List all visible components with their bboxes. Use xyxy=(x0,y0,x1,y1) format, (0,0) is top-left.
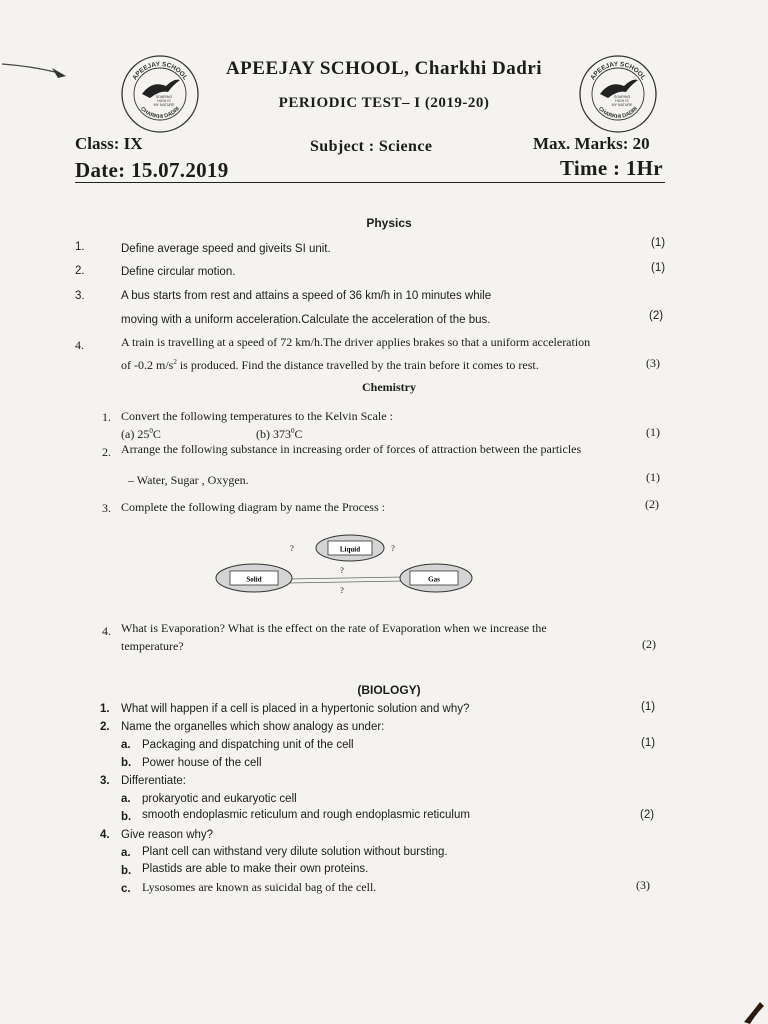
question-text: Name the organelles which show analogy as under: xyxy=(121,721,385,733)
question-number: 2. xyxy=(100,721,110,733)
sub-label: a. xyxy=(121,847,131,859)
sub-label: a. xyxy=(121,793,131,805)
question-text: Arrange the following substance in increasing order of forces of attraction between the particles xyxy=(121,442,582,456)
connector-line xyxy=(288,581,404,583)
question-number: 4. xyxy=(102,624,111,638)
sub-label: c. xyxy=(121,883,131,895)
svg-text:HIGH IS: HIGH IS xyxy=(157,99,171,103)
chemistry-heading: Chemistry xyxy=(362,380,416,394)
question-marks: (1) xyxy=(646,425,660,439)
question-number: 4. xyxy=(100,829,110,841)
question-marks: (1) xyxy=(651,237,666,249)
svg-text:SOARING: SOARING xyxy=(613,95,631,99)
liquid-node xyxy=(316,535,384,561)
svg-text:MY NATURE: MY NATURE xyxy=(153,103,175,107)
header-rule xyxy=(75,182,665,183)
question-text: A train is travelling at a speed of 72 km/h.The driver applies brakes so that a uniform acceleration xyxy=(121,335,591,349)
question-text: Convert the following temperatures to the Kelvin Scale : xyxy=(121,409,393,423)
question-number: 2. xyxy=(102,445,111,459)
question-text: – Water, Sugar , Oxygen. xyxy=(128,473,249,487)
sub-label: b. xyxy=(121,757,132,769)
logo-top-text: APEEJAY SCHOOL xyxy=(589,60,647,82)
svg-text:HIGH IS: HIGH IS xyxy=(615,99,629,103)
class-label: Class: IX xyxy=(75,134,143,153)
question-text: temperature? xyxy=(121,639,184,653)
question-text: What is Evaporation? What is the effect on the rate of Evaporation when we increase the xyxy=(121,621,547,635)
date-label: Date: 15.07.2019 xyxy=(75,158,229,182)
logo-bottom-text: CHARKHI DADRI xyxy=(597,105,640,121)
pen-mark xyxy=(740,1000,768,1024)
question-number: 2. xyxy=(75,265,85,277)
subject-label: Subject : Science xyxy=(310,138,433,155)
question-marks: (1) xyxy=(641,737,656,749)
liquid-label: Liquid xyxy=(339,545,361,554)
sub-option-a: (a) $25^0C$ xyxy=(121,427,161,441)
sub-item: Lysosomes are known as suicidal bag of the cell. xyxy=(142,880,377,894)
question-text: Define circular motion. xyxy=(121,266,236,278)
question-text: Give reason why? xyxy=(121,829,214,841)
question-number: 1. xyxy=(100,703,110,715)
question-text: Differentiate: xyxy=(121,775,186,787)
question-text: of -0.2 $m/s^2$ is produced. Find the distance travelled by the train before it comes to rest. xyxy=(121,358,539,372)
svg-text:MY NATURE: MY NATURE xyxy=(611,103,633,107)
question-text: What will happen if a cell is placed in a hypertonic solution and why? xyxy=(121,703,470,715)
question-marks: (3) xyxy=(646,356,660,370)
sub-label: b. xyxy=(121,811,132,823)
sub-item: smooth endoplasmic reticulum and rough endoplasmic reticulum xyxy=(142,809,470,821)
question-text: Define average speed and giveits SI unit. xyxy=(121,243,331,255)
gas-node xyxy=(400,564,472,592)
logo-bottom-text: CHARKHI DADRI xyxy=(139,105,182,121)
question-marks: (2) xyxy=(645,497,659,511)
sub-item: Plastids are able to make their own proteins. xyxy=(142,863,369,875)
question-number: 3. xyxy=(75,290,85,302)
question-number: 4. xyxy=(75,338,84,352)
svg-text:SOARING: SOARING xyxy=(155,95,173,99)
question-text: A bus starts from rest and attains a speed of 36 km/h in 10 minutes while xyxy=(121,290,492,302)
question-marks: (2) xyxy=(640,809,655,821)
question-marks: (2) xyxy=(649,310,664,322)
process-question-mark: ? xyxy=(340,586,344,595)
connector-line xyxy=(288,577,404,579)
question-number: 3. xyxy=(100,775,110,787)
time-label: Time : 1Hr xyxy=(560,156,663,180)
process-question-mark: ? xyxy=(290,544,294,553)
process-question-mark: ? xyxy=(391,544,395,553)
question-text: moving with a uniform acceleration.Calculate the acceleration of the bus. xyxy=(121,314,491,326)
school-name: APEEJAY SCHOOL, Charkhi Dadri xyxy=(225,58,543,79)
test-title: PERIODIC TEST– I (2019-20) xyxy=(278,95,490,111)
solid-label: Solid xyxy=(246,575,262,584)
biology-heading: (BIOLOGY) xyxy=(357,683,421,697)
sub-label: b. xyxy=(121,865,132,877)
question-marks: (2) xyxy=(642,637,656,651)
sub-label: a. xyxy=(121,739,131,751)
question-number: 3. xyxy=(102,501,111,515)
question-marks: (1) xyxy=(641,701,656,713)
solid-node xyxy=(216,564,292,592)
sub-item: Packaging and dispatching unit of the cell xyxy=(142,739,354,751)
sub-item: Power house of the cell xyxy=(142,757,262,769)
question-number: 1. xyxy=(75,241,85,253)
question-marks: (3) xyxy=(636,878,650,892)
logo-top-text: APEEJAY SCHOOL xyxy=(131,60,189,82)
gas-label: Gas xyxy=(428,575,440,584)
sub-option-b: (b) $373^0C$ xyxy=(256,427,303,441)
states-of-matter-diagram xyxy=(210,533,490,603)
question-text: Complete the following diagram by name the Process : xyxy=(121,500,385,514)
process-question-mark: ? xyxy=(340,566,344,575)
question-number: 1. xyxy=(102,410,111,424)
physics-heading: Physics xyxy=(366,216,412,230)
question-marks: (1) xyxy=(646,470,660,484)
question-marks: (1) xyxy=(651,262,666,274)
max-marks-label: Max. Marks: 20 xyxy=(533,134,650,153)
sub-item: prokaryotic and eukaryotic cell xyxy=(142,793,297,805)
sub-item: Plant cell can withstand very dilute solution without bursting. xyxy=(142,846,448,858)
